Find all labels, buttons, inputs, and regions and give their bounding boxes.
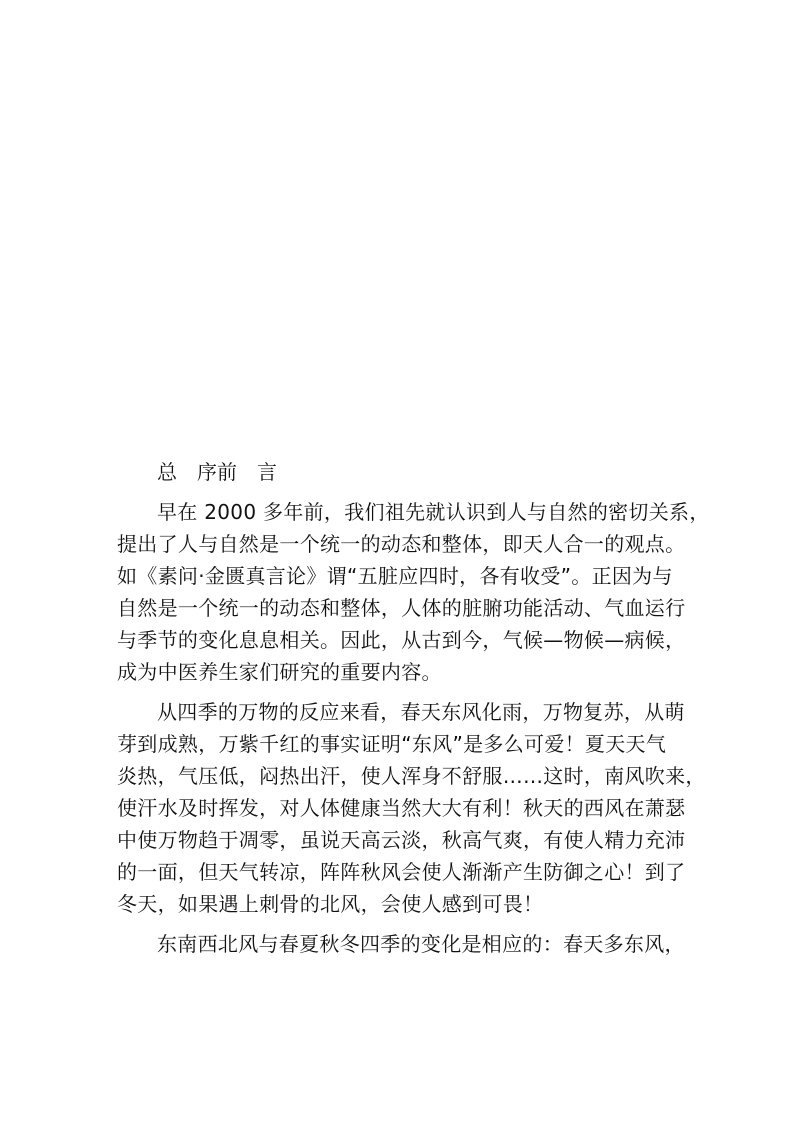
text-line: 东南西北风与春夏秋冬四季的变化是相应的：春天多东风，: [157, 932, 685, 956]
text-line: 的一面，但天气转凉，阵阵秋风会使人渐渐产生防御之心！到了: [117, 860, 686, 884]
text-line: 芽到成熟，万紫千红的事实证明“东风”是多么可爱！夏天天气: [117, 732, 667, 756]
text-line: 使汗水及时挥发，对人体健康当然大大有利！秋天的西风在萧瑟: [117, 796, 686, 820]
text-line: 成为中医养生家们研究的重要内容。: [117, 660, 442, 684]
paragraph-1: [117, 496, 710, 688]
preface-heading: 总 序前 言: [157, 460, 277, 484]
text-line: 从四季的万物的反应来看，春天东风化雨，万物复苏，从萌: [157, 700, 685, 724]
paragraph-2: [117, 696, 706, 920]
text-line: 提出了人与自然是一个统一的动态和整体，即天人合一的观点。: [117, 532, 686, 556]
text-line: 自然是一个统一的动态和整体，人体的脏腑功能活动、气血运行: [117, 596, 686, 620]
text-line: 炎热，气压低，闷热出汗，使人浑身不舒服……这时，南风吹来，: [117, 764, 706, 788]
text-line: 冬天，如果遇上刺骨的北风，会使人感到可畏！: [117, 892, 544, 916]
text-line: 与季节的变化息息相关。因此，从古到今，气候—物候—病候，: [117, 628, 686, 652]
text-line: 如《素问·金匮真言论》谓“五脏应四时，各有收受”。正因为与: [117, 564, 673, 588]
paragraph-3: [117, 928, 687, 960]
text-line: 早在 2000 多年前，我们祖先就认识到人与自然的密切关系，: [157, 500, 710, 524]
text-line: 中使万物趋于凋零，虽说天高云淡，秋高气爽，有使人精力充沛: [117, 828, 686, 852]
document-body: [117, 456, 710, 968]
